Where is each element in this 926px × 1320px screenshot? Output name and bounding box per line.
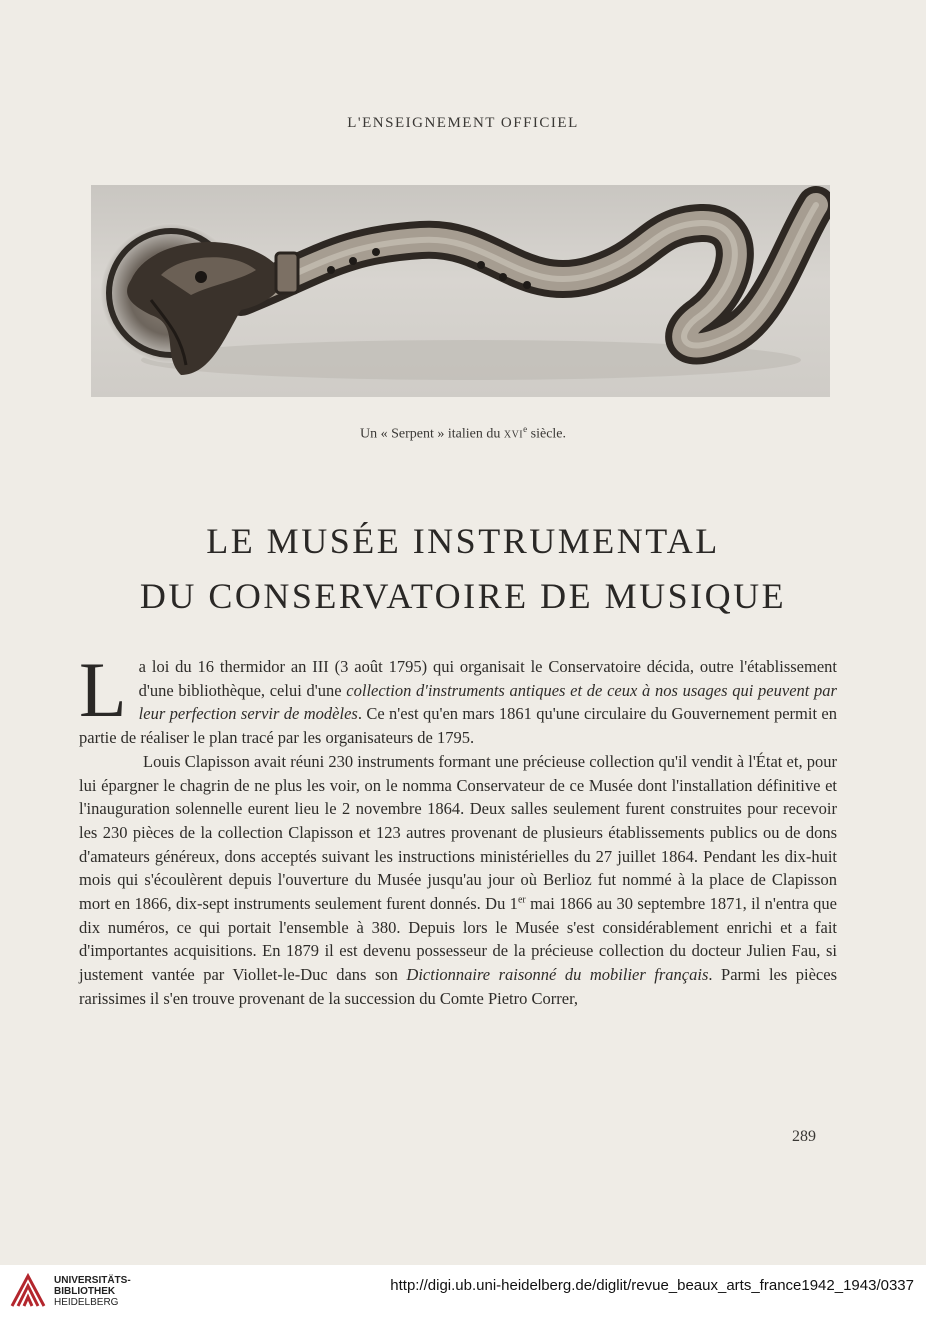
p2-sup: er [517, 894, 526, 906]
article-body [79, 646, 838, 1011]
paragraph-1 [79, 646, 838, 750]
source-url-link[interactable]: http://digi.ub.uni-heidelberg.de/diglit/revue_beaux_arts_france1942_1943/0337 [390, 1277, 914, 1294]
page-number: 289 [792, 1128, 816, 1145]
p2-text-c: . Parmi les pièces rarissimes il s'en trouve provenant de la succession du Comte Pietro Correr, [79, 965, 837, 1008]
library-line-3: HEIDELBERG [54, 1297, 119, 1308]
caption-post: siècle. [527, 426, 567, 442]
paragraph-2 [79, 750, 837, 1011]
p2-italic: Dictionnaire raisonné du mobilier français [406, 965, 709, 985]
p1-italic: collection d'instruments antiques et de ceux à nos usages qui peuvent par leur perfection servir de modèles [138, 680, 837, 724]
library-line-1: UNIVERSITÄTS- [54, 1275, 131, 1286]
caption-century-sup: e [523, 424, 528, 434]
p2-text-a: Louis Clapisson avait réuni 230 instruments formant une précieuse collection qu'il vendit à l'État et, pour lui épargner le chagrin de ne plus les voir, on le nomma Conservateur de ce Musée dont l'installation définitive et l'inauguration solennelle eurent lieu le 2 novembre 1864. Deux salles seulement furent construites pour recevoir les 230 pièces de la collection Clapisson et 123 autres provenant de plusieurs établissements publics ou de dons d'amateurs généreux, dons acceptés suivant les instructions ministérielles du 27 juillet 1864. Pendant les dix-huit mois qui s'écoulèrent depuis l'ouverture du Musée jusqu'au jour où Berlioz fut nommé à la place de Clapisson mort en 1866, dix-sept instruments seulement furent donnés. Du 1 [79, 751, 837, 914]
serpent-illustration [91, 185, 830, 397]
p1-text-b: . Ce n'est qu'en mars 1861 qu'une circulaire du Gouvernement permit en partie de réaliser le plan tracé par les organisateurs de 1795. [79, 704, 838, 748]
article-title-line-1: LE MUSÉE INSTRUMENTAL [206, 521, 720, 561]
library-name [54, 1275, 131, 1308]
library-logo-icon [8, 1272, 48, 1312]
serpent-instrument-photo [91, 185, 830, 397]
footer-bar [0, 1265, 926, 1320]
library-line-2: BIBLIOTHEK [54, 1286, 116, 1297]
figure-caption [0, 424, 926, 443]
drop-cap: L [79, 646, 127, 733]
p2-text-b: mai 1866 au 30 septembre 1871, il n'entra que dix numéros, ce qui portait l'ensemble à 380. Depuis lors le Musée s'est considérablement enrichi et a fait d'importantes acquisitions. En 1879 il est devenu possesseur de la précieuse collection du docteur Julien Fau, si justement vantée par Viollet-le-Duc dans son [79, 894, 837, 985]
caption-century: xvi [503, 426, 524, 442]
article-title-line-2: DU CONSERVATOIRE DE MUSIQUE [139, 576, 787, 616]
caption-pre: Un « Serpent » italien du [359, 426, 504, 442]
p1-text-a: a loi du 16 thermidor an III (3 août 1795) qui organisait le Conservatoire décida, outre l'établissement d'une bibliothèque, celui d'une [138, 657, 837, 700]
running-head: L'ENSEIGNEMENT OFFICIEL [347, 115, 579, 131]
